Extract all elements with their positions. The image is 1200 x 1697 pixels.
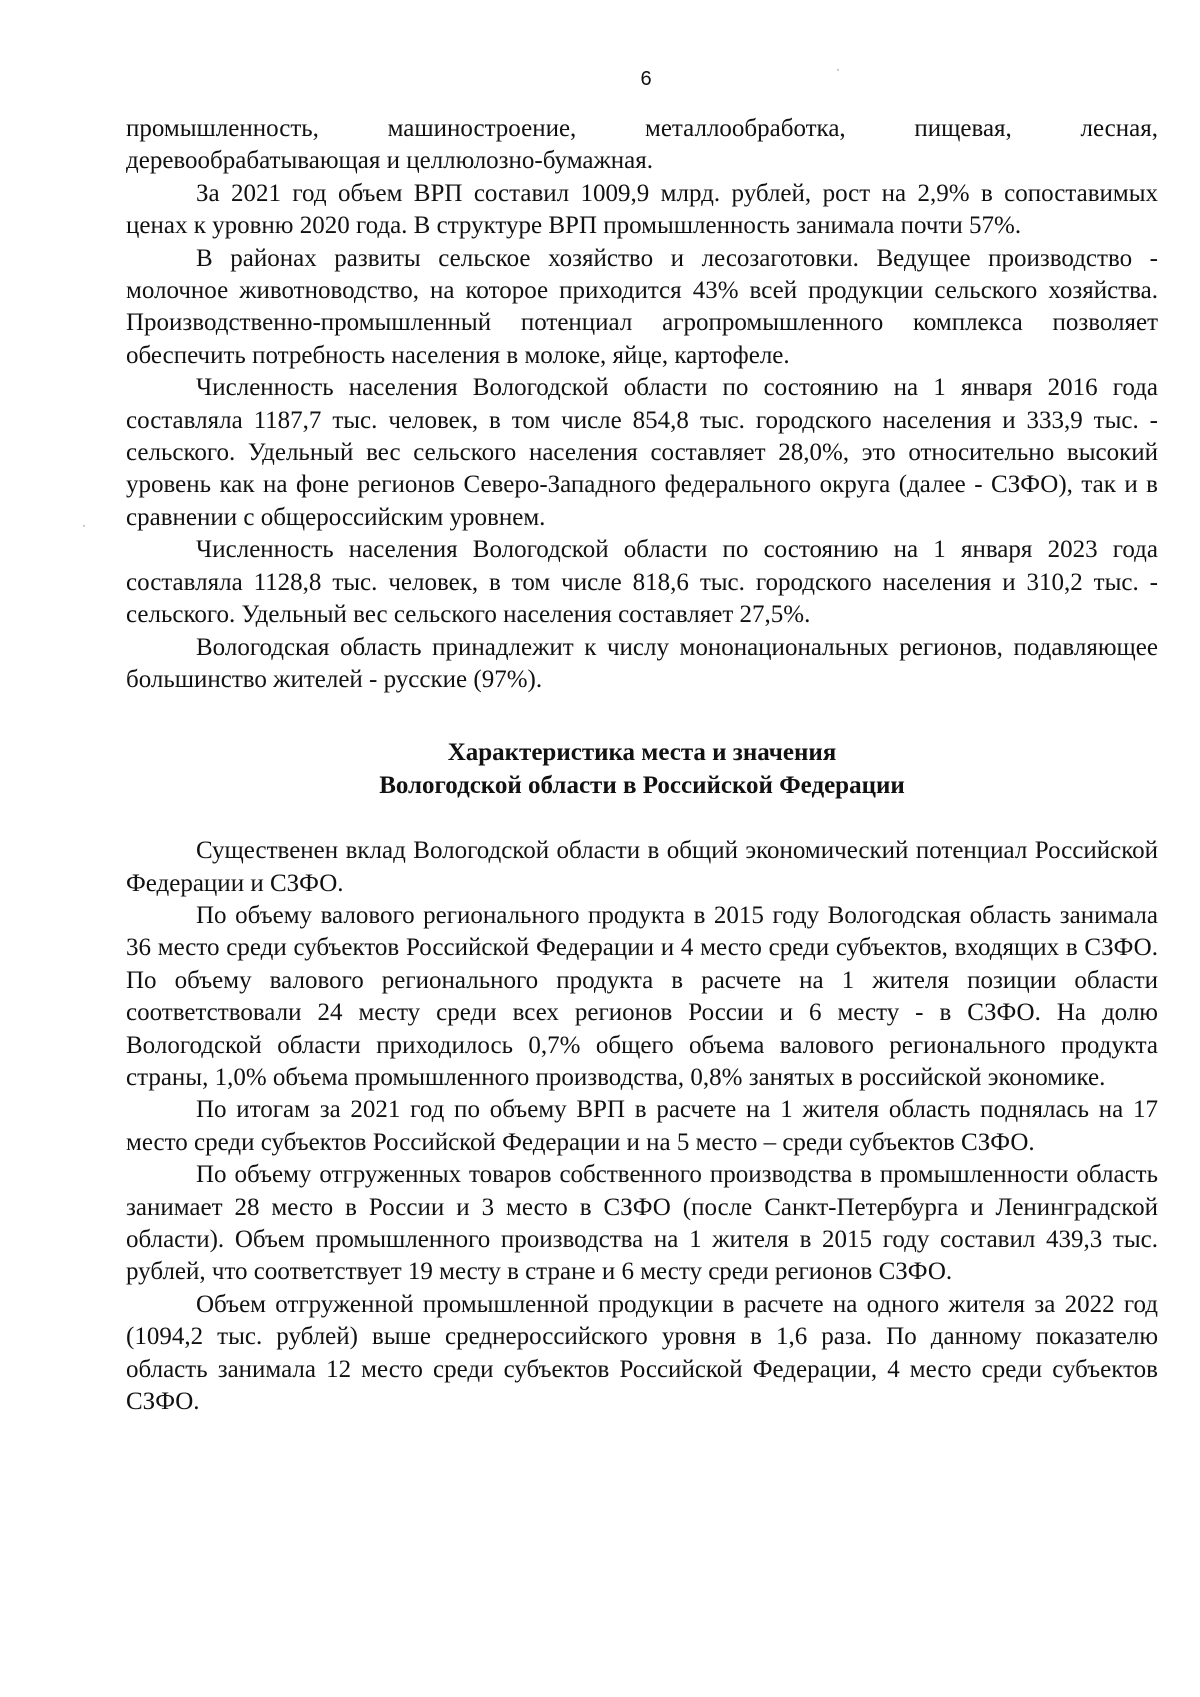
paragraph-industrial-output-2022: Объем отгруженной промышленной продукции в расчете на одного жителя за 2022 год (1094,2 тыс. рублей) выше среднероссийского уровня в 1,6 раза. По данному показателю область занимала 12 место среди субъектов Российской Федерации, 4 место среди субъектов СЗФО. bbox=[126, 1290, 1158, 1416]
paragraph-grp-2021: За 2021 год объем ВРП составил 1009,9 млрд. рублей, рост на 2,9% в сопоставимых ценах к уровню 2020 года. В структуре ВРП промышленность занимала почти 57%. bbox=[126, 179, 1158, 240]
paragraph-industries-continued: промышленность, машиностроение, металлообработка, пищевая, лесная, деревообрабатывающая и целлюлозно-бумажная. bbox=[126, 115, 1158, 175]
paragraph-contribution: Существенен вклад Вологодской области в общий экономический потенциал Российской Федерации и СЗФО. bbox=[126, 837, 1158, 897]
paragraph-grp-2015-ranking: По объему валового регионального продукта в 2015 году Вологодская область занимала 36 место среди субъектов Российской Федерации и 4 место среди субъектов, входящих в СЗФО. По объему валового регионального продукта в расчете на 1 жителя позиции области соответствовали 24 месту среди всех регионов России и 6 месту - в СЗФО. На долю Вологодской области приходилось 0,7% общего объема валового регионального продукта страны, 1,0% объема промышленного производства, 0,8% занятых в российской экономике. bbox=[126, 901, 1158, 1091]
paragraph-grp-2021-ranking: По итогам за 2021 год по объему ВРП в расчете на 1 жителя область поднялась на 17 место среди субъектов Российской Федерации и на 5 место – среди субъектов СЗФО. bbox=[126, 1096, 1158, 1156]
section-heading-line-2: Вологодской области в Российской Федерации bbox=[379, 771, 905, 799]
paragraph-nationality: Вологодская область принадлежит к числу мононациональных регионов, подавляющее большинство жителей - русские (97%). bbox=[126, 633, 1158, 693]
page-number: 6 bbox=[640, 68, 652, 90]
section-heading bbox=[126, 737, 1158, 802]
scan-dot: · bbox=[836, 62, 840, 76]
scan-dot: · bbox=[82, 518, 86, 532]
page-body bbox=[126, 113, 1158, 1418]
paragraph-industrial-shipments: По объему отгруженных товаров собственного производства в промышленности область занимает 28 место в России и 3 место в СЗФО (после Санкт-Петербурга и Ленинградской области). Объем промышленного производства на 1 жителя в 2015 году составил 439,3 тыс. рублей, что соответствует 19 месту в стране и 6 месту среди регионов СЗФО. bbox=[126, 1161, 1158, 1286]
paragraph-population-2016: Численность населения Вологодской области по состоянию на 1 января 2016 года составляла 1187,7 тыс. человек, в том числе 854,8 тыс. городского населения и 333,9 тыс. - сельского. Удельный вес сельского населения составляет 28,0%, это относительно высокий уровень как на фоне регионов Северо-Западного федерального округа (далее - СЗФО), так и в сравнении с общероссийским уровнем. bbox=[126, 374, 1158, 531]
paragraph-population-2023: Численность населения Вологодской области по состоянию на 1 января 2023 года составляла 1128,8 тыс. человек, в том числе 818,6 тыс. городского населения и 310,2 тыс. - сельского. Удельный вес сельского населения составляет 27,5%. bbox=[126, 536, 1158, 629]
paragraph-agriculture: В районах развиты сельское хозяйство и лесозаготовки. Ведущее производство - молочное животноводство, на которое приходится 43% всей продукции сельского хозяйства. Производственно-промышленный потенциал агропромышленного комплекса позволяет обеспечить потребность населения в молоке, яйце, картофеле. bbox=[126, 244, 1158, 369]
section-heading-line-1: Характеристика места и значения bbox=[447, 739, 837, 767]
